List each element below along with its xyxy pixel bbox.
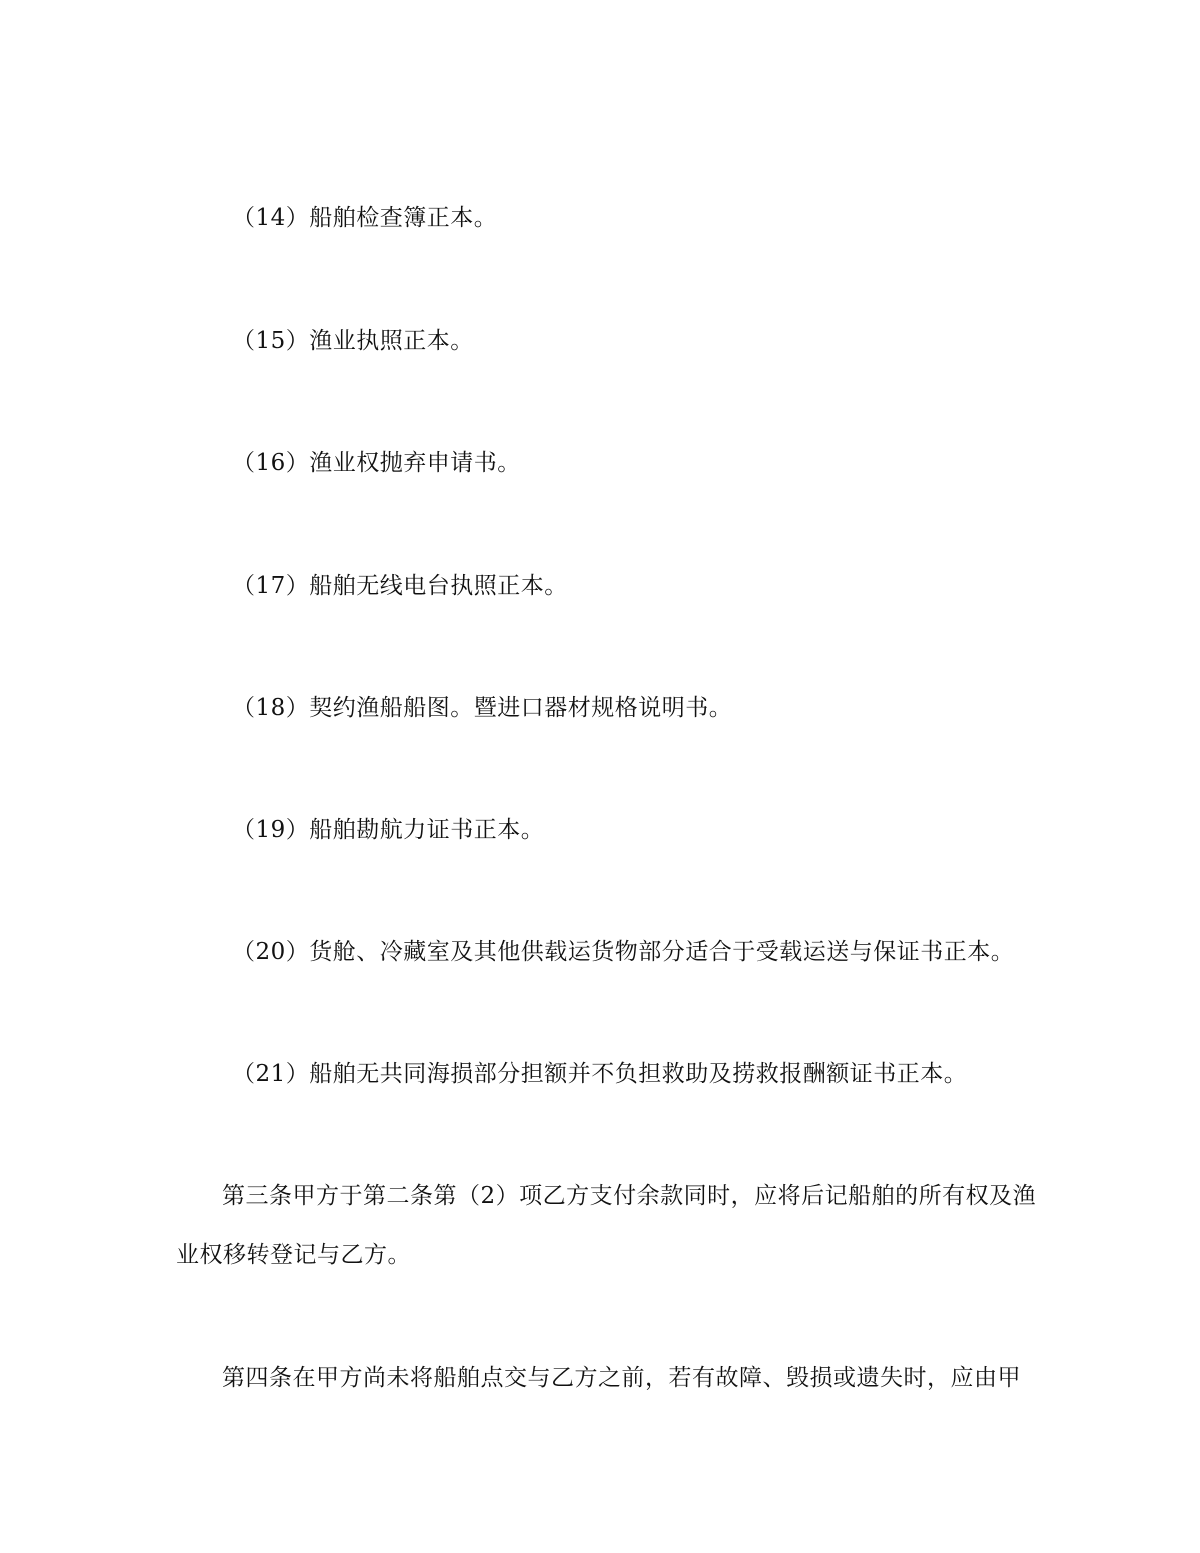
article-3-line-1: 第三条甲方于第二条第（2）项乙方支付余款同时，应将后记船舶的所有权及渔 bbox=[222, 1183, 1037, 1209]
list-item-21: （21）船舶无共同海损部分担额并不负担救助及捞救报酬额证书正本。 bbox=[232, 1061, 968, 1087]
list-item-20: （20）货舱、冷藏室及其他供载运货物部分适合于受载运送与保证书正本。 bbox=[232, 939, 1015, 965]
list-item-15: （15）渔业执照正本。 bbox=[232, 328, 474, 354]
list-item-17: （17）船舶无线电台执照正本。 bbox=[232, 573, 568, 599]
article-4-line-1: 第四条在甲方尚未将船舶点交与乙方之前，若有故障、毁损或遗失时，应由甲 bbox=[222, 1365, 1021, 1391]
list-item-16: （16）渔业权抛弃申请书。 bbox=[232, 450, 521, 476]
list-item-14: （14）船舶检查簿正本。 bbox=[232, 205, 498, 231]
list-item-18: （18）契约渔船船图。暨进口器材规格说明书。 bbox=[232, 695, 733, 721]
list-item-19: （19）船舶勘航力证书正本。 bbox=[232, 817, 545, 843]
article-3-line-2: 业权移转登记与乙方。 bbox=[176, 1242, 411, 1268]
